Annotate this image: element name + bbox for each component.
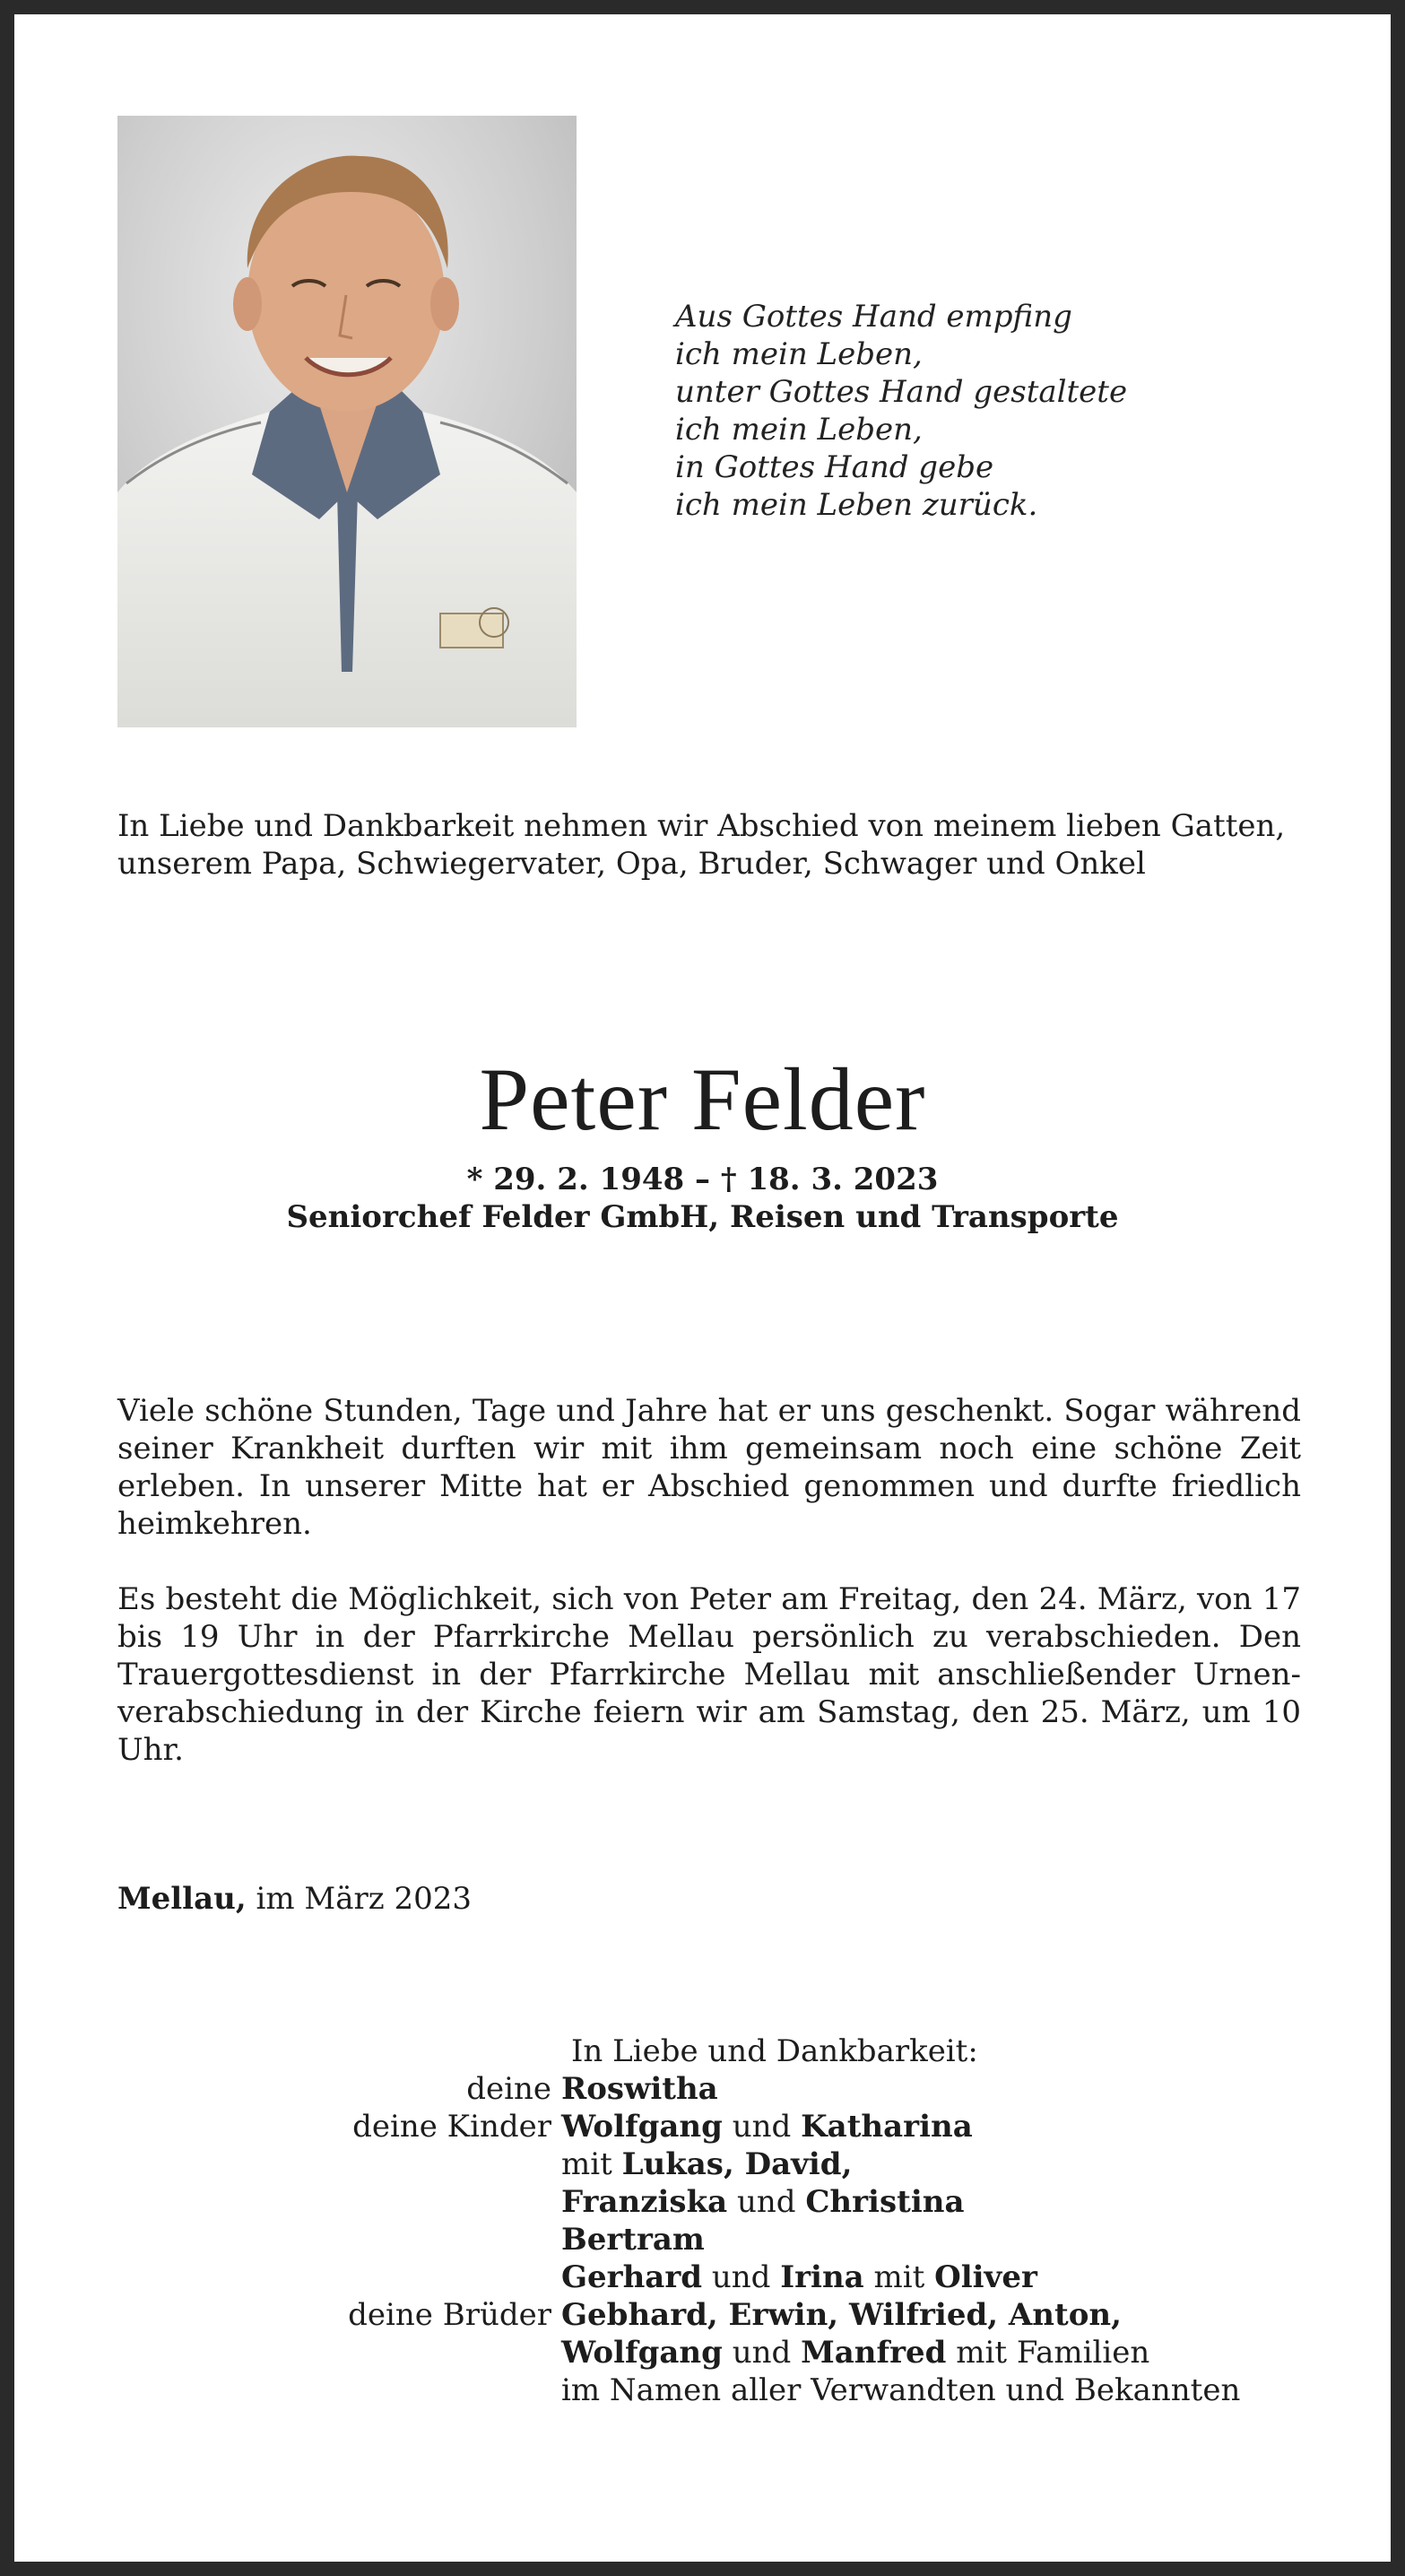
signature-relation-label	[104, 2183, 561, 2221]
signature-heading: In Liebe und Dankbarkeit:	[571, 2033, 978, 2069]
connector-text: im Namen aller Verwandten und Bekannten	[561, 2372, 1241, 2408]
intro-line: In Liebe und Dankbarkeit nehmen wir Abschied von meinem lieben Gatten,	[117, 808, 1286, 844]
poem-line: Aus Gottes Hand empfing	[675, 299, 1072, 335]
obituary-page	[14, 14, 1391, 2562]
life-dates: * 29. 2. 1948 – † 18. 3. 2023	[466, 1162, 939, 1197]
poem-line: unter Gottes Hand gestaltete	[675, 374, 1128, 410]
family-name: Katharina	[801, 2109, 973, 2145]
intro-line: unserem Papa, Schwiegervater, Opa, Bruder, Schwager und Onkel	[117, 846, 1146, 882]
family-name: Gerhard	[561, 2259, 703, 2295]
place-date	[117, 1880, 472, 1918]
connector-text: mit	[863, 2259, 935, 2295]
deceased-role: Seniorchef Felder GmbH, Reisen und Transporte	[286, 1199, 1119, 1235]
signature-names	[561, 2221, 1359, 2258]
family-name: Lukas, David,	[621, 2146, 853, 2182]
connector-text: und	[722, 2109, 802, 2145]
paragraph-memories: Viele schöne Stunden, Tage und Jahre hat er uns geschenkt. Sogar während seiner Krankheit durften wir mit ihm gemeinsam noch eine schöne Zeit erleben. In unserer Mitte hat er Abschied genommen und durfte friedlich heimkehren.	[117, 1393, 1301, 1542]
poem-line: ich mein Leben,	[675, 336, 923, 372]
place-date-text: im März 2023	[256, 1881, 473, 1917]
connector-text: und	[722, 2335, 802, 2371]
poem-line: in Gottes Hand gebe	[675, 449, 994, 485]
family-name: Franziska	[561, 2184, 728, 2220]
poem-line: ich mein Leben,	[675, 412, 923, 448]
intro-text	[117, 807, 1301, 883]
connector-text: und	[702, 2259, 781, 2295]
signature-relation-label: deine Kinder	[352, 2109, 551, 2145]
family-name: Christina	[805, 2184, 965, 2220]
portrait-photo	[117, 116, 577, 727]
signature-list	[104, 2070, 1359, 2409]
place-city: Mellau,	[117, 1881, 247, 1917]
family-name: Wolfgang	[561, 2109, 723, 2145]
portrait-illustration	[117, 116, 577, 727]
family-name: Irina	[780, 2259, 864, 2295]
signature-names	[561, 2371, 1359, 2409]
signature-names	[561, 2258, 1359, 2296]
connector-text: und	[727, 2184, 806, 2220]
signature-relation-label	[104, 2145, 561, 2183]
family-name: Roswitha	[561, 2071, 718, 2107]
signature-names	[561, 2145, 1359, 2183]
signature-names	[561, 2070, 1359, 2108]
signature-relation-label	[104, 2371, 561, 2409]
signature-names	[561, 2108, 1359, 2145]
paragraph-service-info: Es besteht die Möglichkeit, sich von Peter am Freitag, den 24. März, von 17 bis 19 Uhr in der Pfarrkirche Mellau persönlich zu verabschieden. Den Trauergottesdienst in der Pfarrkirche Mellau mit anschließender Urnenverabschiedung in der Kirche feiern wir am Samstag, den 25. März, um 10 Uhr.	[117, 1581, 1301, 1768]
poem	[675, 298, 1127, 524]
signature-relation-label	[104, 2221, 561, 2258]
family-name: Bertram	[561, 2222, 705, 2258]
family-name: Manfred	[801, 2335, 947, 2371]
family-name: Oliver	[934, 2259, 1037, 2295]
family-name: Wolfgang	[561, 2335, 723, 2371]
signature-names	[561, 2296, 1359, 2334]
signature-relation-label	[104, 2258, 561, 2296]
signature-names	[561, 2183, 1359, 2221]
poem-line: ich mein Leben zurück.	[675, 487, 1038, 523]
family-name: Gebhard, Erwin, Wilfried, Anton,	[561, 2297, 1122, 2333]
deceased-name: Peter Felder	[479, 1049, 926, 1149]
signature-names	[561, 2334, 1359, 2371]
signature-relation-label	[104, 2334, 561, 2371]
signature-relation-label: deine Brüder	[348, 2297, 551, 2333]
signature-relation-label: deine	[466, 2071, 551, 2107]
connector-text: mit	[561, 2146, 622, 2182]
connector-text: mit Familien	[946, 2335, 1150, 2371]
